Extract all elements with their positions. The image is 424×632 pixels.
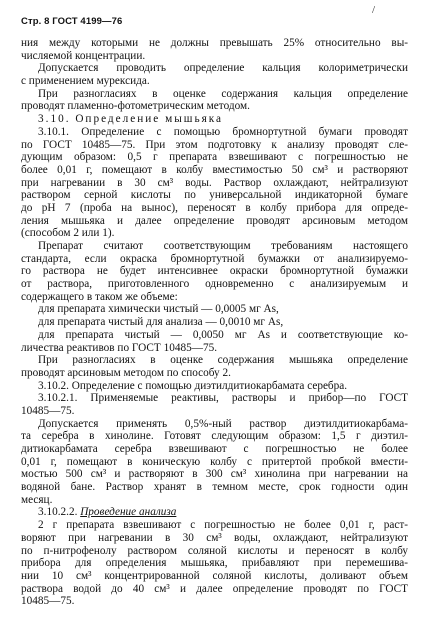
text-line: прибора для определения мышьяка, прибавляют при перемешива- [21, 557, 408, 570]
text-line: для препарата чистый для анализа — 0,0010 мг As, [38, 316, 284, 329]
text-line: личества реактивов по ГОСТ 10485—75. [21, 341, 218, 354]
text-line: 2 г препарата взвешивают с погрешностью не более 0,01 г, раст- [38, 519, 408, 532]
text-line: с применением мурексида. [21, 75, 150, 88]
text-line: 10485—75. [21, 404, 75, 417]
document-body [21, 37, 408, 608]
text-line: до pH 7 (проба на вынос), переносят в колбу прибора для опреде- [21, 201, 408, 214]
text-line: для препарата чистый — 0,0050 мг As и соответствующие ко- [38, 328, 408, 341]
text-line: 0,01 г, помещают в коническую колбу с притертой пробкой вмести- [21, 455, 408, 468]
text-line: 3.10.2. Определение с помощью диэтилдитиокарбамата серебра. [38, 379, 348, 392]
text-line: проводят арсиновым методом по способу 2. [21, 366, 231, 379]
text-line: числяемой концентрации. [21, 49, 146, 62]
text-line: та серебра в хинолине. Готовят следующим образом: 1,5 г диэтил- [21, 430, 408, 443]
page-header: Стр. 8 ГОСТ 4199—76 [21, 16, 123, 27]
text-line: проводят пламенно-фотометрическим методом. [21, 100, 250, 113]
text-line: более 0,01 г, помещают в колбу вместимостью 50 см³ и растворяют [21, 163, 408, 176]
text-line: ления мышьяка и далее определение проводят арсиновым методом [21, 214, 408, 227]
text-line: воряют при нагревании в 30 см³ воды, охлаждают, нейтрализуют [21, 531, 408, 544]
text-line: по ГОСТ 10485—75. При этом подготовку к анализу проводят сле- [21, 138, 408, 151]
text-line: для препарата химически чистый — 0,0005 мг As, [38, 303, 279, 316]
text-line: 3.10.1. Определение с помощью бромнортутной бумаги проводят [38, 125, 408, 138]
text-line: по п-нитрофенолу раствором соляной кислоты и переносят в колбу [21, 544, 408, 557]
text-line: раствором серной кислоты по универсальной индикаторной бумаге [21, 189, 408, 202]
text-line [21, 506, 408, 519]
text-line: водяной бане. Раствор хранят в темном месте, срок годности один [21, 481, 408, 494]
text-line: дитиокарбамата серебра взвешивают с погрешностью не более [21, 443, 408, 455]
text-line: от раствора, приготовленного одновременно с анализируемым и [21, 278, 408, 291]
text-line: раствора водой до 40 см³ и далее определение проводят по ГОСТ [21, 582, 408, 595]
text-line: нии 10 см³ концентрированной соляной кислоты, доливают объем [21, 569, 408, 582]
text-line: (способом 2 или 1). [21, 227, 115, 240]
text-line: при нагревании в 30 см³ воды. Раствор охлаждают, нейтрализуют [21, 176, 408, 189]
text-line: стандарта, если окраска бромнортутной бумажки от анализируемо- [21, 252, 408, 265]
text-line: го раствора не будет интенсивнее окраски бромнортутной бумажки [21, 265, 408, 278]
text-line: При разногласиях в оценке содержания мышьяка определение [38, 354, 408, 367]
text-line: Допускается применять 0,5%-ный раствор диэтилдитиокарбама- [38, 417, 408, 430]
text-line: Препарат считают соответствующим требованиям настоящего [38, 240, 408, 252]
subsection-title: Проведение анализа [80, 506, 177, 519]
text-line: Допускается проводить определение кальция колориметрически [38, 62, 408, 75]
text-line: ния между которыми не должны превышать 25% относительно вы- [21, 37, 408, 49]
text-line: месяц. [21, 493, 53, 506]
text-line: мостью 500 см³ и растворяют в 300 см³ хинолина при нагревании на [21, 468, 408, 481]
text-line: содержащего в таком же объеме: [21, 290, 178, 303]
corner-mark: / [372, 4, 376, 16]
text-line: 3.10.2.1. Применяемые реактивы, растворы и прибор—по ГОСТ [38, 392, 408, 405]
text-line: 10485—75. [21, 595, 75, 608]
subsection-number: 3.10.2.2. [38, 506, 81, 519]
text-line: дующим образом: 0,5 г препарата взвешивают с погрешностью не [21, 151, 408, 164]
text-line: 3.10. Определение мышьяка [38, 113, 224, 126]
text-line: При разногласиях в оценке содержания кальция определение [38, 87, 408, 100]
